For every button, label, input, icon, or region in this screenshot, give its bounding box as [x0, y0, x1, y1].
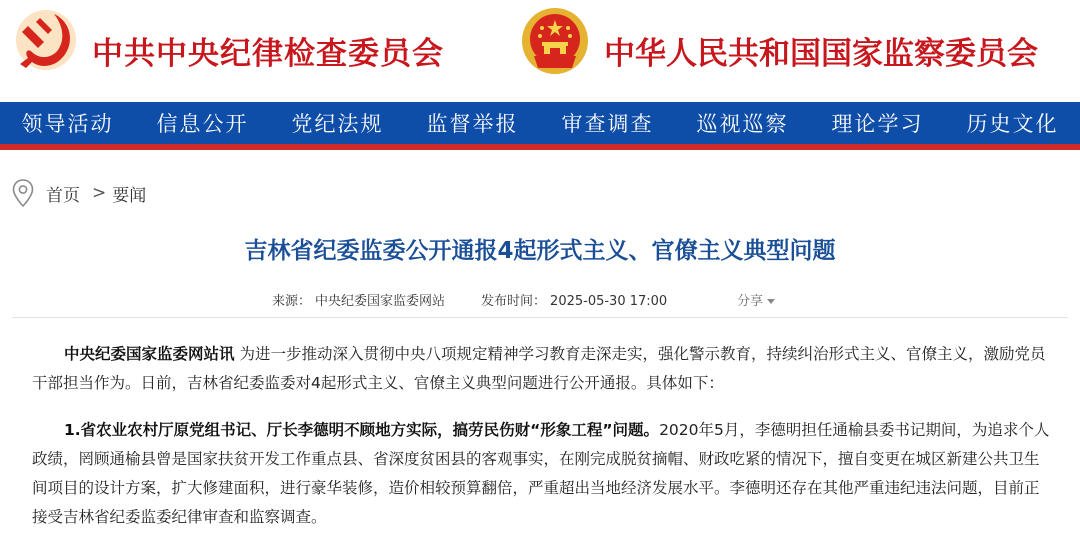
- nav-item-regulations[interactable]: 党纪法规: [291, 112, 384, 136]
- nav-item-leadership[interactable]: 领导活动: [21, 112, 114, 136]
- party-emblem-icon: [14, 8, 78, 72]
- article-meta: [272, 290, 671, 309]
- national-emblem-icon: [520, 6, 590, 76]
- share-label: 分享: [737, 294, 764, 309]
- breadcrumb-separator: >: [92, 183, 107, 203]
- nav-item-theory[interactable]: 理论学习: [831, 112, 924, 136]
- time-label: 发布时间：: [481, 294, 547, 309]
- caret-down-icon: [767, 299, 775, 304]
- site-title-cdi[interactable]: 中共中央纪律检查委员会: [92, 36, 444, 72]
- paragraph-2-body: 2020年5月，李德明担任通榆县委书记期间，为追求个人政绩，罔顾通榆县曾是国家扶贫开发工作重点县、省深度贫困县的客观事实，在刚完成脱贫摘帽、财政吃紧的情况下，擅自变更在城区新建公共卫生间项目的设计方案，扩大修建面积，进行豪华装修，造价相较预算翻倍，严重超出当地经济发展水平。李德明还存在其他严重违纪违法问题，目前正接受吉林省纪委监委纪律审查和监察调查。: [32, 421, 1050, 526]
- paragraph-1-body: 为进一步推动深入贯彻中央八项规定精神学习教育走深走实，强化警示教育，持续纠治形式主义、官僚主义，激励党员干部担当作为。日前，吉林省纪委监委对4起形式主义、官僚主义典型问题进行公开通报。具体如下：: [32, 345, 1046, 392]
- meta-divider: [12, 317, 1068, 318]
- nav-item-history[interactable]: 历史文化: [966, 112, 1059, 136]
- article-paragraph-2: [32, 416, 1052, 532]
- nav-item-report[interactable]: 监督举报: [426, 112, 519, 136]
- nav-item-disclosure[interactable]: 信息公开: [156, 112, 249, 136]
- site-header: [0, 0, 1080, 102]
- main-nav: [0, 102, 1080, 144]
- breadcrumb-home-link[interactable]: 首页: [46, 185, 80, 206]
- article-title: 吉林省纪委监委公开通报4起形式主义、官僚主义典型问题: [244, 238, 836, 264]
- paragraph-1-lead: 中央纪委国家监委网站讯: [64, 345, 235, 363]
- nav-item-investigation[interactable]: 审查调查: [561, 112, 654, 136]
- source-value: 中央纪委国家监委网站: [315, 294, 446, 309]
- site-title-nsc[interactable]: 中华人民共和国国家监察委员会: [604, 36, 1038, 72]
- time-value: 2025-05-30 17:00: [550, 294, 668, 309]
- location-pin-icon: [12, 179, 34, 207]
- breadcrumb: [12, 178, 146, 208]
- source-label: 来源：: [272, 294, 312, 309]
- article-paragraph-1: [32, 340, 1052, 398]
- nav-divider-stripe: [0, 144, 1080, 150]
- share-dropdown[interactable]: [737, 290, 775, 309]
- breadcrumb-current[interactable]: 要闻: [112, 185, 147, 206]
- nav-item-inspection[interactable]: 巡视巡察: [696, 112, 789, 136]
- paragraph-2-lead: 1.省农业农村厅原党组书记、厅长李德明不顾地方实际，搞劳民伤财“形象工程”问题。: [64, 421, 660, 439]
